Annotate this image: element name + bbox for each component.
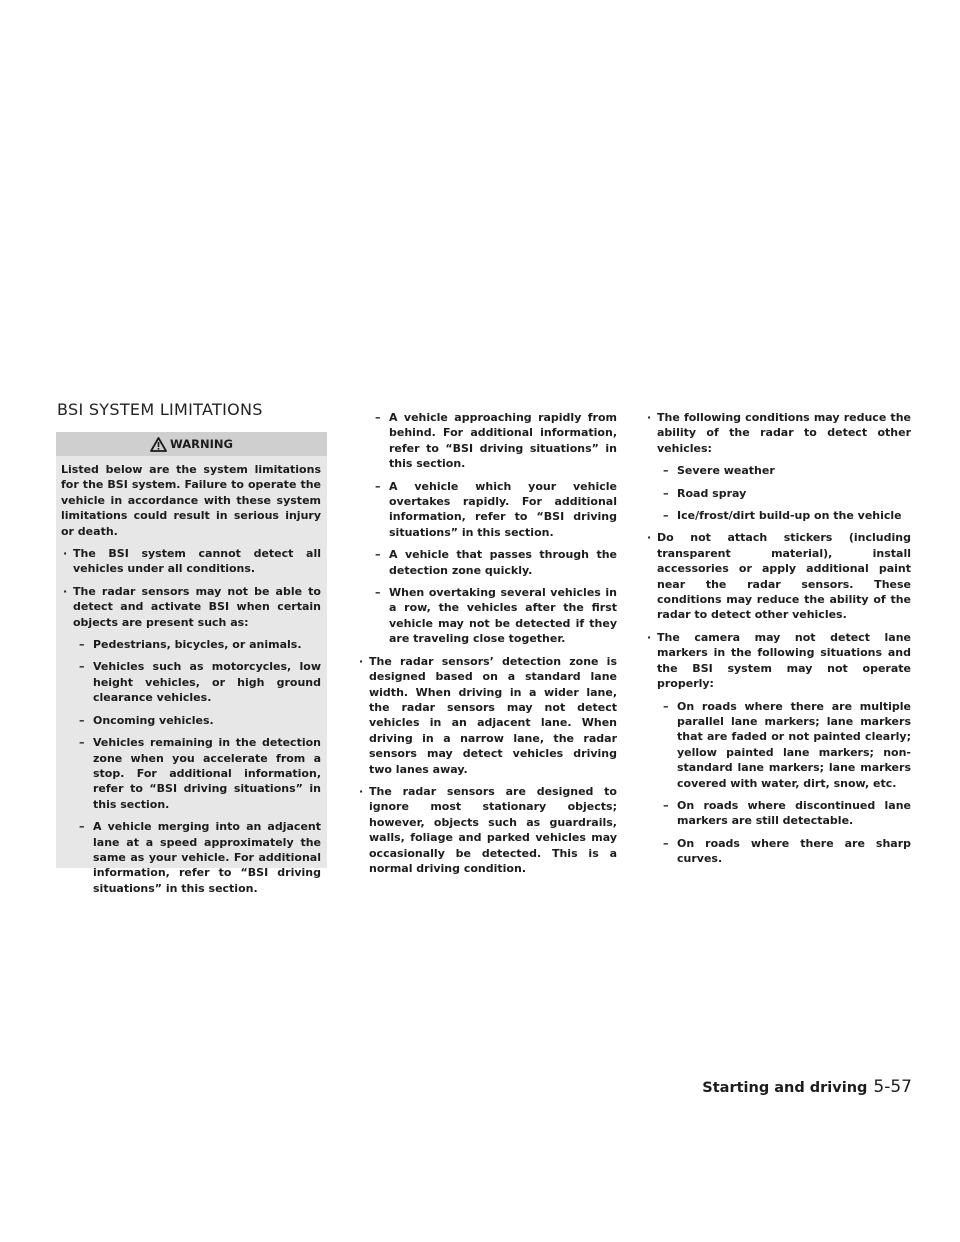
sub-item: – A vehicle approaching rapidly from behind. For additional information, refer to “BSI driving situations” in this section. (357, 410, 617, 472)
sub-item: – A vehicle that passes through the detection zone quickly. (357, 547, 617, 578)
warning-triangle-icon (150, 437, 167, 452)
sub-item: – Pedestrians, bicycles, or animals. (61, 637, 321, 652)
sub-item: – A vehicle merging into an adjacent lane at a speed approximately the same as your vehicle. For additional information, refer to “BSI driving situations” in this section. (61, 819, 321, 896)
sub-item: – On roads where discontinued lane markers are still detectable. (645, 798, 911, 829)
footer-section: Starting and driving (702, 1080, 868, 1096)
bullet-item: · Do not attach stickers (including transparent material), install accessories or apply additional paint near the radar sensors. These conditions may reduce the ability of the radar to detect other vehicles. (645, 530, 911, 622)
bullet-item: · The radar sensors’ detection zone is designed based on a standard lane width. When driving in a wider lane, the radar sensors may not detect vehicles in an adjacent lane. When driving in a narrow lane, the radar sensors may detect vehicles driving two lanes away. (357, 654, 617, 777)
warning-header (56, 432, 327, 456)
page-footer (702, 1077, 912, 1097)
sub-item: – Vehicles remaining in the detection zone when you accelerate from a stop. For additional information, refer to “BSI driving situations” in this section. (61, 735, 321, 812)
column-middle (357, 410, 617, 883)
page-number: 5-57 (873, 1077, 912, 1097)
warning-heading: WARNING (170, 437, 233, 451)
sub-item: – On roads where there are sharp curves. (645, 836, 911, 867)
column-right (645, 410, 911, 874)
bullet-item: · The BSI system cannot detect all vehicles under all conditions. (61, 546, 321, 577)
bullet-item: · The radar sensors are designed to ignore most stationary objects; however, objects such as guardrails, walls, foliage and parked vehicles may occasionally be detected. This is a normal driving condition. (357, 784, 617, 876)
bullet-item: · The radar sensors may not be able to detect and activate BSI when certain objects are present such as: (61, 584, 321, 630)
sub-item: – When overtaking several vehicles in a row, the vehicles after the first vehicle may not be detected if they are traveling close together. (357, 585, 617, 647)
sub-item: – Severe weather (645, 463, 911, 478)
warning-panel (56, 432, 327, 895)
warning-intro: Listed below are the system limitations for the BSI system. Failure to operate the vehicle in accordance with these system limitations could result in serious injury or death. (61, 463, 321, 538)
section-title: BSI SYSTEM LIMITATIONS (57, 400, 263, 419)
sub-item: – Road spray (645, 486, 911, 501)
sub-item: – Vehicles such as motorcycles, low height vehicles, or high ground clearance vehicles. (61, 659, 321, 705)
sub-item: – On roads where there are multiple parallel lane markers; lane markers that are faded or not painted clearly; yellow painted lane markers; non-standard lane markers; lane markers covered with water, dirt, snow, etc. (645, 699, 911, 791)
bullet-item: · The camera may not detect lane markers in the following situations and the BSI system may not operate properly: (645, 630, 911, 692)
bullet-item: · The following conditions may reduce the ability of the radar to detect other vehicles: (645, 410, 911, 456)
sub-item: – Oncoming vehicles. (61, 713, 321, 728)
sub-item: – Ice/frost/dirt build-up on the vehicle (645, 508, 911, 523)
sub-item: – A vehicle which your vehicle overtakes rapidly. For additional information, refer to “BSI driving situations” in this section. (357, 479, 617, 541)
